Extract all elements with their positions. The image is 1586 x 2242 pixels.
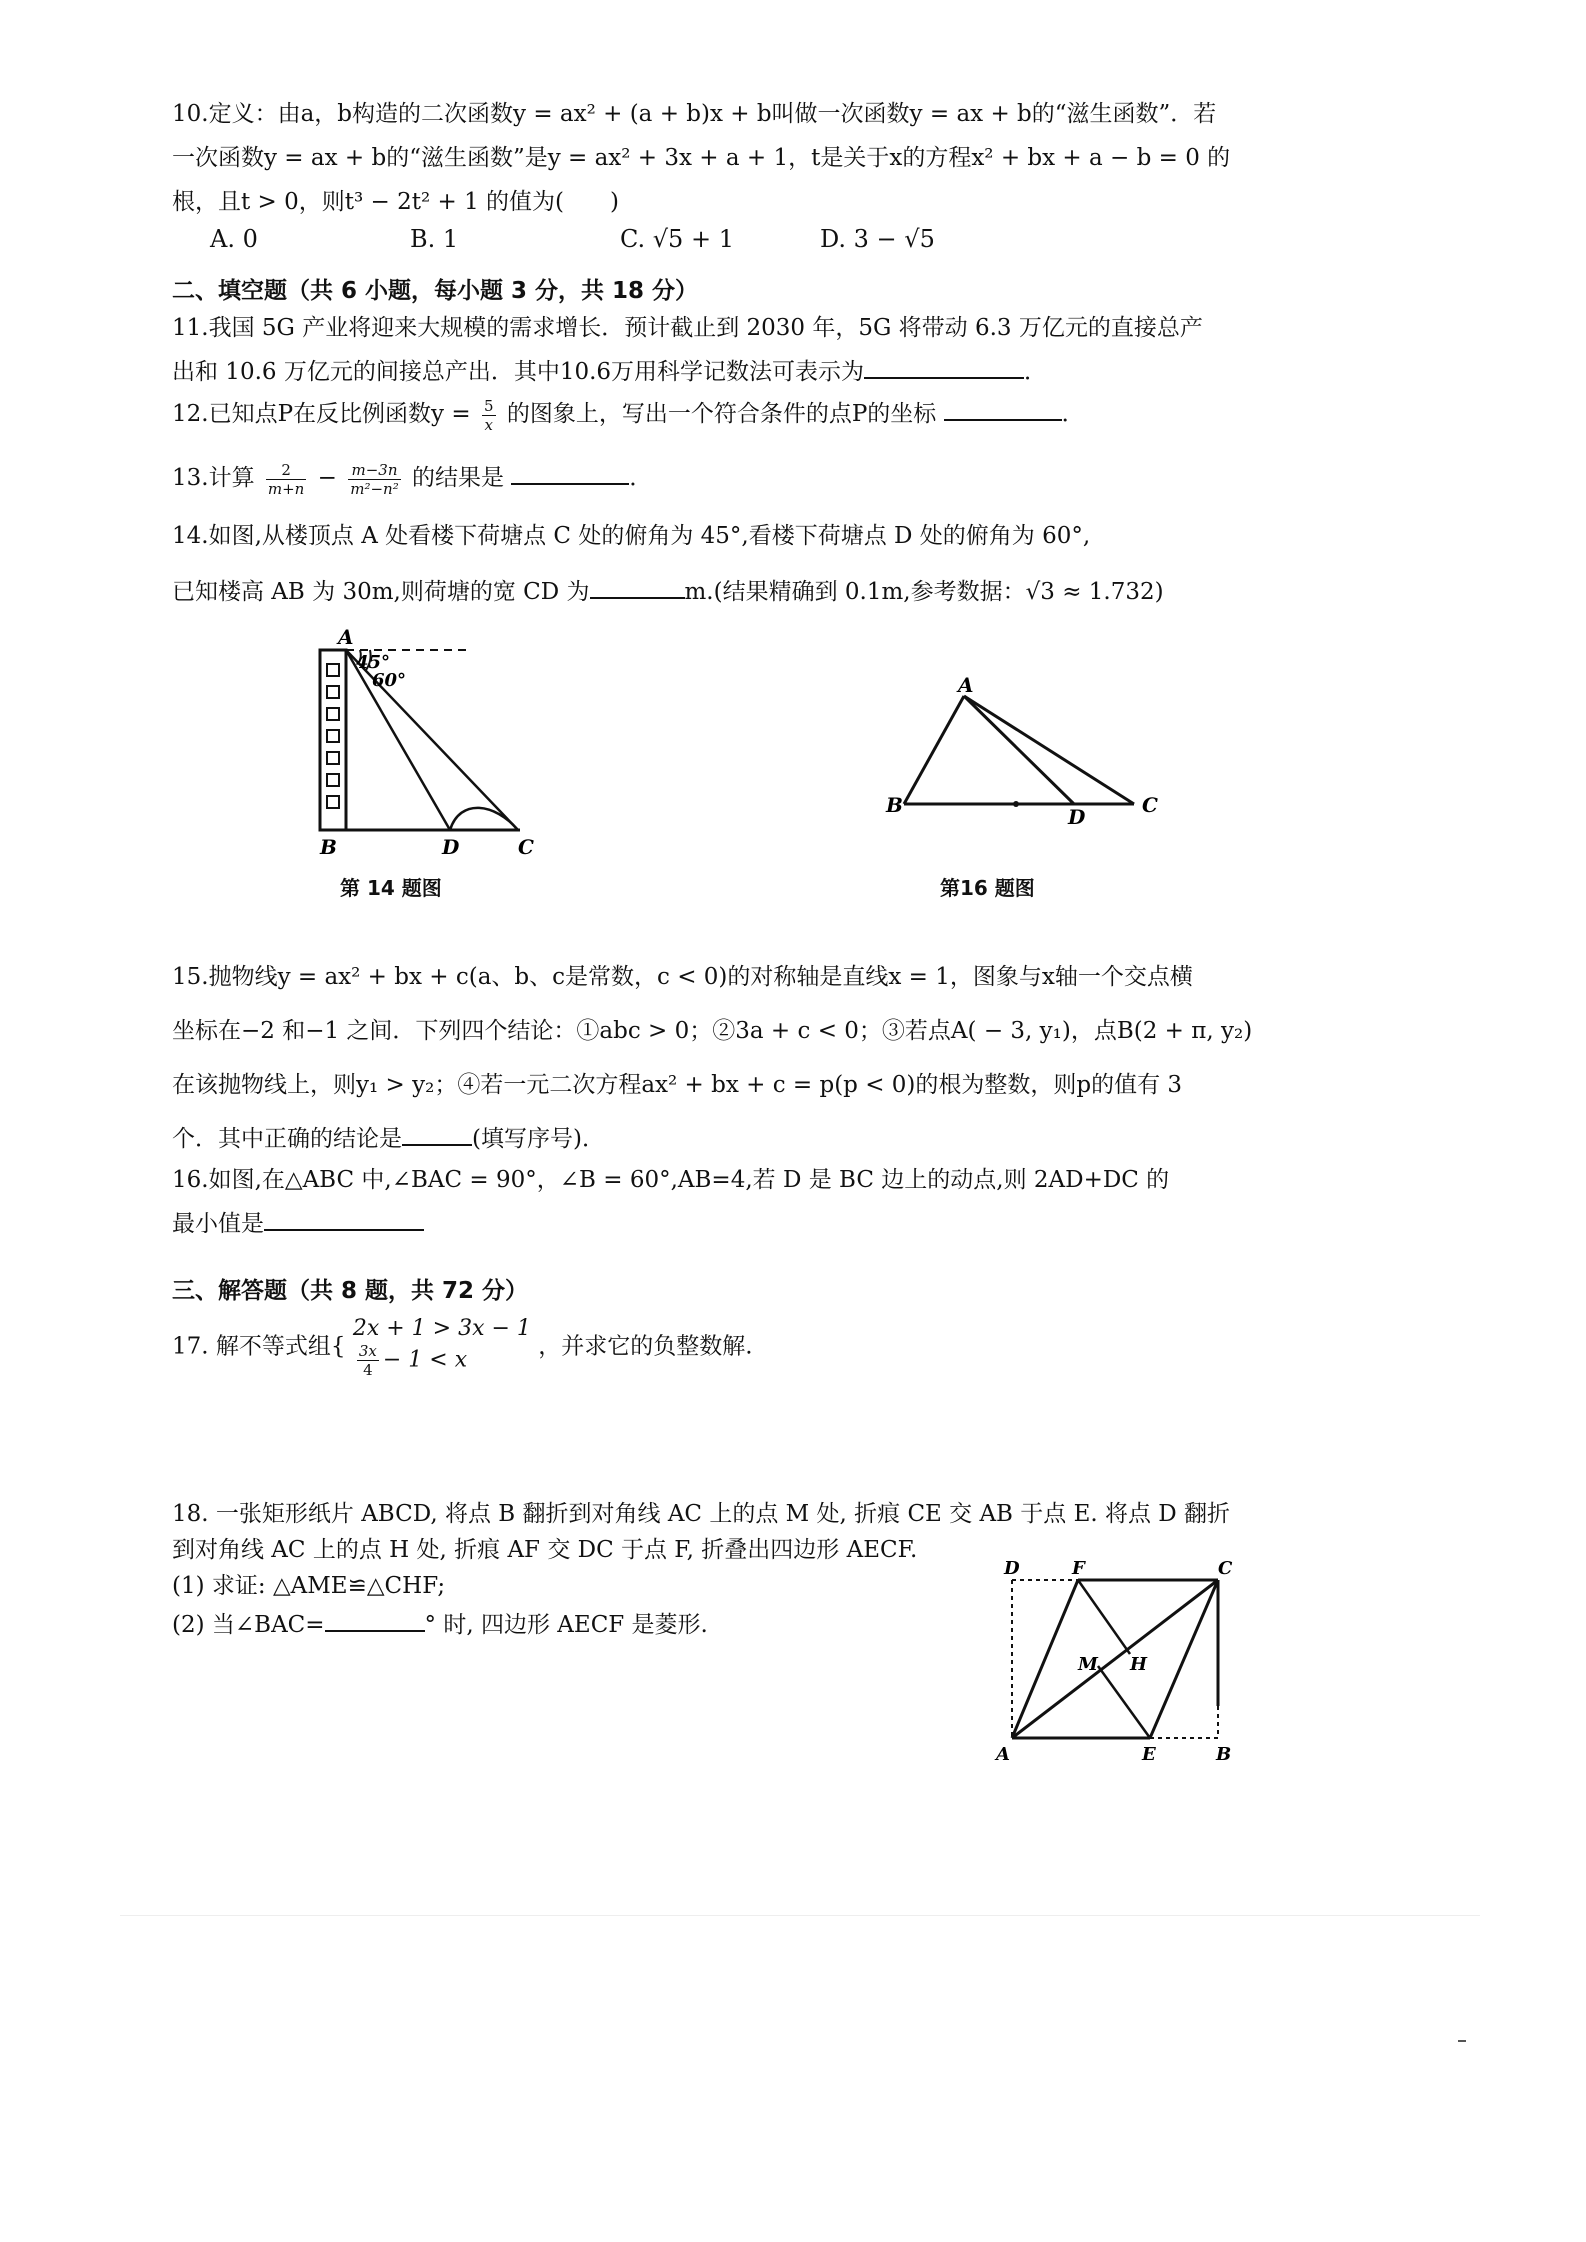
label-a: A: [958, 673, 974, 697]
q14-line1: 14.如图,从楼顶点 A 处看楼下荷塘点 C 处的俯角为 45°,看楼下荷塘点 D 处的俯角为 60°,: [172, 523, 1091, 549]
figure-16: [880, 672, 1180, 836]
q10-line3: 根，且t > 0，则t³ − 2t² + 1 的值为( ): [172, 189, 620, 215]
side-ac: [964, 696, 1134, 804]
q17-ineq2-den: 4: [363, 1361, 373, 1379]
label-a: A: [996, 1744, 1010, 1765]
figure-18: [990, 1556, 1250, 1770]
label-d: D: [1068, 805, 1086, 829]
answer-blank[interactable]: [511, 457, 629, 485]
q11-line2: [172, 350, 1282, 394]
q13-post: 的结果是: [412, 465, 505, 491]
label-60: 60°: [372, 670, 407, 691]
q13-minus: −: [317, 465, 337, 491]
q18-line2: 到对角线 AC 上的点 H 处, 折痕 AF 交 DC 于点 F, 折叠出四边形 AECF.: [172, 1537, 918, 1563]
question-16: [172, 1158, 1282, 1246]
q17-post: ，并求它的负整数解.: [538, 1333, 753, 1360]
figure-18-diagram: [990, 1556, 1250, 1766]
question-17: [172, 1316, 1282, 1379]
q12-end: ．: [1061, 401, 1085, 427]
q16-line2-pre: 最小值是: [172, 1211, 264, 1237]
crease-ce: [1150, 1580, 1218, 1738]
label-c: C: [518, 835, 534, 858]
label-f: F: [1072, 1558, 1085, 1579]
answer-blank[interactable]: [590, 571, 685, 599]
q10-line2: 一次函数y = ax + b的“滋生函数”是y = ax² + 3x + a + 1，t是关于x的方程x² + bx + a − b = 0 的: [172, 145, 1231, 171]
label-c: C: [1218, 1558, 1233, 1579]
figure-14-caption: 第 14 题图: [340, 876, 442, 900]
q13-f1-den: m+n: [267, 479, 305, 498]
pond-outline: [450, 808, 518, 830]
q17-ineq2: [353, 1342, 531, 1379]
label-d: D: [1004, 1558, 1020, 1579]
segment-ad: [964, 696, 1074, 804]
q18-part2-pre: (2) 当∠BAC=: [172, 1612, 325, 1638]
label-d: D: [442, 835, 460, 858]
scan-mark: [1458, 2040, 1466, 2042]
q17-ineq2-rest: − 1 < x: [382, 1347, 468, 1373]
q13-fraction-1: [266, 461, 306, 498]
q14-line2-pre: 已知楼高 AB 为 30m,则荷塘的宽 CD 为: [172, 579, 590, 605]
question-12: [172, 392, 1282, 436]
segment-em: [1098, 1666, 1150, 1738]
answer-blank[interactable]: [325, 1604, 425, 1632]
q17-ineq1: 2x + 1 > 3x − 1: [352, 1316, 531, 1341]
q17-ineq2-fraction: [357, 1342, 379, 1379]
label-c: C: [1142, 793, 1158, 817]
q10-option-a: A. 0: [210, 225, 258, 253]
q13-pre: 13.计算: [172, 465, 255, 491]
q12-post: 的图象上，写出一个符合条件的点P的坐标: [506, 401, 937, 427]
q12-fraction: [482, 397, 496, 434]
page-divider: [120, 1915, 1480, 1916]
q15-line4-post: (填写序号)．: [472, 1126, 605, 1152]
diagonal-ac: [1012, 1580, 1218, 1738]
inequality-system: [353, 1316, 531, 1379]
figure-14: [300, 628, 560, 862]
question-13: [172, 456, 1282, 500]
q17-line: [172, 1316, 1282, 1379]
q11-line2-text: 出和 10.6 万亿元的间接总产出．其中10.6万用科学记数法可表示为: [172, 359, 865, 385]
q11-line1: 11.我国 5G 产业将迎来大规模的需求增长．预计截止到 2030 年，5G 将带动 6.3 万亿元的直接总产: [172, 315, 1203, 341]
section-3-heading: 三、解答题（共 8 题，共 72 分）: [172, 1278, 529, 1304]
point-on-bc: [1013, 801, 1019, 807]
q18-line1: 18. 一张矩形纸片 ABCD, 将点 B 翻折到对角线 AC 上的点 M 处, 折痕 CE 交 AB 于点 E. 将点 D 翻折: [172, 1501, 1231, 1527]
figure-14-diagram: [300, 628, 560, 858]
q13-fraction-2: [348, 461, 400, 498]
figure-16-caption: 第16 题图: [940, 876, 1035, 900]
question-10: [172, 92, 1282, 224]
answer-blank[interactable]: [402, 1118, 472, 1146]
q18-part1: (1) 求证: △AME≌△CHF;: [172, 1573, 446, 1599]
question-11: [172, 306, 1282, 394]
q10-option-b: B. 1: [410, 225, 459, 253]
q17-pre: 17. 解不等式组{: [172, 1333, 346, 1360]
label-a: A: [338, 628, 354, 649]
q13-end: ．: [629, 465, 653, 491]
q15-line4-pre: 个．其中正确的结论是: [172, 1126, 402, 1152]
figure-16-diagram: [880, 672, 1180, 832]
label-m: M: [1078, 1654, 1098, 1675]
question-15: [172, 950, 1282, 1166]
q10-line1: 10.定义：由a，b构造的二次函数y = ax² + (a + b)x + b叫做一次函数y = ax + b的“滋生函数”．若: [172, 101, 1217, 127]
answer-blank[interactable]: [264, 1203, 424, 1231]
answer-blank[interactable]: [864, 351, 1024, 379]
q14-line2: [172, 564, 1282, 620]
q12-pre: 12.已知点P在反比例函数y =: [172, 401, 471, 427]
side-ab: [904, 696, 964, 804]
q13-line: [172, 456, 1282, 500]
answer-blank[interactable]: [944, 393, 1062, 421]
q15-line3: 在该抛物线上，则y₁ > y₂；④若一元二次方程ax² + bx + c = p(p < 0)的根为整数，则p的值有 3: [172, 1072, 1183, 1098]
q13-f2-num: m−3n: [348, 461, 400, 480]
q12-line: [172, 392, 1282, 436]
q18-part2-post: ° 时, 四边形 AECF 是菱形.: [424, 1612, 708, 1638]
q13-f1-num: 2: [266, 461, 306, 480]
building-windows: [327, 664, 339, 808]
q14-line2-post: m.(结果精确到 0.1m,参考数据：√3 ≈ 1.732): [684, 579, 1164, 605]
q16-line2: [172, 1202, 1282, 1246]
section-2-heading: 二、填空题（共 6 小题，每小题 3 分，共 18 分）: [172, 278, 699, 304]
q17-ineq2-num: 3x: [358, 1342, 377, 1360]
q12-frac-den: x: [484, 415, 493, 434]
q12-frac-num: 5: [483, 396, 494, 415]
label-h: H: [1130, 1654, 1148, 1675]
label-e: E: [1142, 1744, 1156, 1765]
q10-option-d: D. 3 − √5: [820, 225, 935, 253]
q10-option-c: C. √5 + 1: [620, 225, 734, 253]
label-b: B: [886, 793, 903, 817]
label-b: B: [320, 835, 337, 858]
q15-line1: 15.抛物线y = ax² + bx + c(a、b、c是常数，c < 0)的对称轴是直线x = 1，图象与x轴一个交点横: [172, 964, 1193, 990]
question-14: [172, 508, 1282, 620]
q11-end: ．: [1024, 359, 1048, 385]
label-b: B: [1216, 1744, 1232, 1765]
label-45: 45°: [356, 652, 391, 673]
q16-line1: 16.如图,在△ABC 中,∠BAC = 90°，∠B = 60°,AB=4,若 D 是 BC 边上的动点,则 2AD+DC 的: [172, 1167, 1170, 1193]
q15-line2: 坐标在−2 和−1 之间．下列四个结论：①abc > 0；②3a + c < 0；③若点A( − 3, y₁)，点B(2 + π, y₂): [172, 1018, 1253, 1044]
q13-f2-den: m²−n²: [350, 479, 399, 498]
segment-fh: [1078, 1580, 1130, 1654]
